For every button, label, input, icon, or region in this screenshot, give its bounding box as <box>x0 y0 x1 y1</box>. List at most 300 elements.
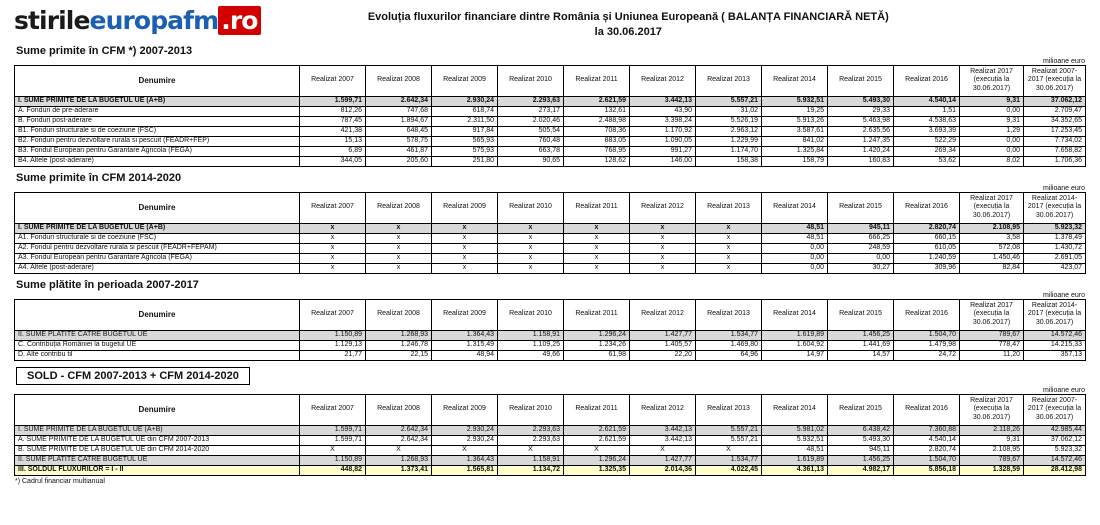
cell-value: 660,15 <box>894 233 960 243</box>
cell-value: 1.296,24 <box>564 455 630 465</box>
cell-value: x <box>696 233 762 243</box>
cell-value: 1.240,59 <box>894 253 960 263</box>
cell-value: X <box>696 445 762 455</box>
page-header <box>0 0 1100 40</box>
column-header: Realizat 2007 <box>300 65 366 96</box>
cell-value: x <box>498 243 564 253</box>
cell-value: 1.504,70 <box>894 330 960 340</box>
cell-value: x <box>696 253 762 263</box>
cell-value: x <box>630 233 696 243</box>
row-label: I. SUME PRIMITE DE LA BUGETUL UE (A+B) <box>15 96 300 106</box>
cell-value: 30,27 <box>828 263 894 273</box>
column-header: Realizat 2015 <box>828 299 894 330</box>
column-header: Realizat 2014 <box>762 299 828 330</box>
cell-value: 2.293,63 <box>498 425 564 435</box>
cell-value: 17.253,45 <box>1024 126 1086 136</box>
site-logo <box>14 6 261 33</box>
cell-value: 48,51 <box>762 233 828 243</box>
unit-label: milioane euro <box>1042 184 1085 192</box>
cell-value: 357,13 <box>1024 350 1086 360</box>
cell-value: 812,26 <box>300 106 366 116</box>
section-title: Sume primite în CFM 2014-2020 <box>16 171 182 184</box>
cell-value: x <box>366 233 432 243</box>
cell-value: x <box>498 263 564 273</box>
column-header: Realizat 2012 <box>630 192 696 223</box>
cell-value: x <box>300 233 366 243</box>
footnote: *) Cadrul financiar multianual <box>15 477 105 485</box>
cell-value: 663,78 <box>498 146 564 156</box>
cell-value: 610,05 <box>894 243 960 253</box>
cell-value: 841,02 <box>762 136 828 146</box>
cell-value: 423,07 <box>1024 263 1086 273</box>
cell-value: 9,31 <box>960 435 1024 445</box>
column-header: Realizat 2017 (execuția la 30.06.2017) <box>960 65 1024 96</box>
cell-value: 2.621,59 <box>564 425 630 435</box>
section-1 <box>0 172 1100 274</box>
cell-value: 8,02 <box>960 156 1024 166</box>
cell-value: 4.538,63 <box>894 116 960 126</box>
column-header: Realizat 2016 <box>894 65 960 96</box>
cell-value: x <box>564 253 630 263</box>
cell-value: 43,90 <box>630 106 696 116</box>
cell-value: 1.430,72 <box>1024 243 1086 253</box>
row-label: A3. Fondul European pentru Garantare Agricola (FEGA) <box>15 253 300 263</box>
column-header: Realizat 2010 <box>498 394 564 425</box>
cell-value: 2.020,46 <box>498 116 564 126</box>
column-header: Realizat 2007-2017 (execuția la 30.06.2017) <box>1024 65 1086 96</box>
cell-value: x <box>564 233 630 243</box>
table-row <box>15 146 1086 156</box>
column-header: Realizat 2011 <box>564 299 630 330</box>
cell-value: 3,58 <box>960 233 1024 243</box>
column-header: Realizat 2010 <box>498 299 564 330</box>
row-label: B3. Fondul European pentru Garantare Agricola (FEGA) <box>15 146 300 156</box>
row-label: A. Fonduri de pre-aderare <box>15 106 300 116</box>
column-header: Realizat 2016 <box>894 394 960 425</box>
cell-value: x <box>300 243 366 253</box>
cell-value: 5.923,32 <box>1024 223 1086 233</box>
cell-value: 1.405,57 <box>630 340 696 350</box>
cell-value: 747,68 <box>366 106 432 116</box>
cell-value: x <box>630 243 696 253</box>
cell-value: 2.820,74 <box>894 223 960 233</box>
cell-value: 1.325,35 <box>564 465 630 475</box>
cell-value: 648,45 <box>366 126 432 136</box>
cell-value: 1.373,41 <box>366 465 432 475</box>
cell-value: 883,05 <box>564 136 630 146</box>
cell-value: 49,66 <box>498 350 564 360</box>
column-header: Realizat 2013 <box>696 65 762 96</box>
cell-value: 5.932,51 <box>762 435 828 445</box>
cell-value: 248,59 <box>828 243 894 253</box>
cell-value: x <box>696 263 762 273</box>
cell-value: 0,00 <box>828 253 894 263</box>
cell-value: 917,84 <box>432 126 498 136</box>
cell-value: 2.108,95 <box>960 223 1024 233</box>
table-row <box>15 223 1086 233</box>
column-header: Realizat 2016 <box>894 299 960 330</box>
row-label: A. SUME PRIMITE DE LA BUGETUL UE din CFM 2007-2013 <box>15 435 300 445</box>
cell-value: x <box>300 253 366 263</box>
column-header: Realizat 2014 <box>762 394 828 425</box>
cell-value: 1.894,67 <box>366 116 432 126</box>
row-label: A2. Fondul pentru dezvoltare rurala si pescuit (FEADR+FEPAM) <box>15 243 300 253</box>
cell-value: 1.158,91 <box>498 455 564 465</box>
cell-value: 1.328,59 <box>960 465 1024 475</box>
unit-label: milioane euro <box>1042 57 1085 65</box>
cell-value: 31,02 <box>696 106 762 116</box>
section-3 <box>0 366 1100 476</box>
cell-value: 421,38 <box>300 126 366 136</box>
cell-value: 3.587,61 <box>762 126 828 136</box>
cell-value: X <box>366 445 432 455</box>
cell-value: 61,98 <box>564 350 630 360</box>
cell-value: 1.296,24 <box>564 330 630 340</box>
cell-value: 4.361,13 <box>762 465 828 475</box>
cell-value: 1.599,71 <box>300 425 366 435</box>
column-header: Realizat 2008 <box>366 299 432 330</box>
cell-value: 2.311,50 <box>432 116 498 126</box>
column-header: Realizat 2010 <box>498 65 564 96</box>
cell-value: 90,65 <box>498 156 564 166</box>
cell-value: 0,00 <box>762 243 828 253</box>
table-row <box>15 233 1086 243</box>
cell-value: 1.174,70 <box>696 146 762 156</box>
cell-value: 1.456,25 <box>828 330 894 340</box>
cell-value: x <box>498 253 564 263</box>
cell-value: 1.268,93 <box>366 455 432 465</box>
column-header: Realizat 2007-2017 (execuția la 30.06.2017) <box>1024 394 1086 425</box>
cell-value: 0,00 <box>960 146 1024 156</box>
table-row <box>15 350 1086 360</box>
cell-value: 2.930,24 <box>432 425 498 435</box>
cell-value: 37.062,12 <box>1024 96 1086 106</box>
table-row <box>15 156 1086 166</box>
cell-value: 2.621,59 <box>564 435 630 445</box>
cell-value: 1.599,71 <box>300 96 366 106</box>
cell-value: 6.438,42 <box>828 425 894 435</box>
cell-value: 132,61 <box>564 106 630 116</box>
cell-value: 5.981,02 <box>762 425 828 435</box>
section-2 <box>0 279 1100 361</box>
cell-value: 1.364,43 <box>432 455 498 465</box>
cell-value: 64,96 <box>696 350 762 360</box>
column-header: Realizat 2007 <box>300 192 366 223</box>
cell-value: 1.129,13 <box>300 340 366 350</box>
cell-value: 1.150,89 <box>300 330 366 340</box>
cell-value: 5.557,21 <box>696 425 762 435</box>
cell-value: x <box>366 243 432 253</box>
cell-value: 1.456,25 <box>828 455 894 465</box>
column-header: Realizat 2015 <box>828 65 894 96</box>
table-row <box>15 243 1086 253</box>
row-label: B4. Altele (post-aderare) <box>15 156 300 166</box>
cell-value: 146,00 <box>630 156 696 166</box>
column-header: Realizat 2008 <box>366 394 432 425</box>
cell-value: 1.450,46 <box>960 253 1024 263</box>
page-title <box>261 6 1086 40</box>
cell-value: 11,20 <box>960 350 1024 360</box>
row-label: B. Fonduri post-aderare <box>15 116 300 126</box>
table-row <box>15 136 1086 146</box>
table-row <box>15 425 1086 435</box>
cell-value: 2.642,34 <box>366 96 432 106</box>
cell-value: 42.985,44 <box>1024 425 1086 435</box>
cell-value: 0,00 <box>960 136 1024 146</box>
cell-value: 160,83 <box>828 156 894 166</box>
cell-value: 9,31 <box>960 116 1024 126</box>
row-label: III. SOLDUL FLUXURILOR = I - II <box>15 465 300 475</box>
cell-value: 9,31 <box>960 96 1024 106</box>
row-label: II. SUME PLATITE CATRE BUGETUL UE <box>15 455 300 465</box>
cell-value: 2.963,12 <box>696 126 762 136</box>
cell-value: 273,17 <box>498 106 564 116</box>
cell-value: 14.572,46 <box>1024 455 1086 465</box>
cell-value: 945,11 <box>828 223 894 233</box>
data-table <box>14 394 1086 476</box>
column-header: Realizat 2016 <box>894 192 960 223</box>
cell-value: 5.493,30 <box>828 96 894 106</box>
cell-value: 461,87 <box>366 146 432 156</box>
column-header: Realizat 2013 <box>696 394 762 425</box>
column-header: Realizat 2015 <box>828 192 894 223</box>
cell-value: 7.658,82 <box>1024 146 1086 156</box>
cell-value: 1.170,92 <box>630 126 696 136</box>
logo-part-1: stirile <box>14 6 90 35</box>
cell-value: 945,11 <box>828 445 894 455</box>
cell-value: x <box>300 263 366 273</box>
cell-value: 578,75 <box>366 136 432 146</box>
cell-value: 2.293,63 <box>498 96 564 106</box>
cell-value: 1.604,92 <box>762 340 828 350</box>
cell-value: 309,96 <box>894 263 960 273</box>
column-header: Realizat 2012 <box>630 299 696 330</box>
cell-value: 2.635,56 <box>828 126 894 136</box>
cell-value: 1,29 <box>960 126 1024 136</box>
row-label: B. SUME PRIMITE DE LA BUGETUL UE din CFM 2014-2020 <box>15 445 300 455</box>
cell-value: 1.619,89 <box>762 455 828 465</box>
cell-value: 565,93 <box>432 136 498 146</box>
table-row <box>15 253 1086 263</box>
row-label: A4. Altele (post-aderare) <box>15 263 300 273</box>
table-row <box>15 126 1086 136</box>
cell-value: 158,38 <box>696 156 762 166</box>
column-header: Realizat 2014-2017 (execuția la 30.06.2017) <box>1024 192 1086 223</box>
cell-value: 205,60 <box>366 156 432 166</box>
cell-value: 1.378,49 <box>1024 233 1086 243</box>
cell-value: 2.014,36 <box>630 465 696 475</box>
cell-value: 505,54 <box>498 126 564 136</box>
table-row <box>15 445 1086 455</box>
column-header: Realizat 2017 (execuția la 30.06.2017) <box>960 394 1024 425</box>
cell-value: 2.488,98 <box>564 116 630 126</box>
cell-value: 5.923,32 <box>1024 445 1086 455</box>
cell-value: 778,47 <box>960 340 1024 350</box>
cell-value: x <box>432 233 498 243</box>
cell-value: 28.412,98 <box>1024 465 1086 475</box>
cell-value: 5.913,26 <box>762 116 828 126</box>
cell-value: 5.493,30 <box>828 435 894 445</box>
table-row <box>15 455 1086 465</box>
data-table <box>14 65 1086 167</box>
cell-value: 1.315,49 <box>432 340 498 350</box>
cell-value: x <box>432 253 498 263</box>
cell-value: 3.442,13 <box>630 96 696 106</box>
cell-value: 1.599,71 <box>300 435 366 445</box>
cell-value: 21,77 <box>300 350 366 360</box>
cell-value: 1.109,25 <box>498 340 564 350</box>
cell-value: 48,51 <box>762 223 828 233</box>
column-header: Realizat 2009 <box>432 65 498 96</box>
column-header: Realizat 2014 <box>762 65 828 96</box>
cell-value: 4.540,14 <box>894 96 960 106</box>
cell-value: 2.820,74 <box>894 445 960 455</box>
cell-value: 22,20 <box>630 350 696 360</box>
cell-value: x <box>630 263 696 273</box>
column-header: Realizat 2012 <box>630 65 696 96</box>
row-label: A1. Fonduri structurale si de coeziune (FSC) <box>15 233 300 243</box>
section-title: SOLD - CFM 2007-2013 + CFM 2014-2020 <box>16 367 250 385</box>
cell-value: 708,36 <box>564 126 630 136</box>
cell-value: 48,94 <box>432 350 498 360</box>
cell-value: 2.293,63 <box>498 435 564 445</box>
cell-value: 2.621,59 <box>564 96 630 106</box>
cell-value: 1.420,24 <box>828 146 894 156</box>
cell-value: 14,57 <box>828 350 894 360</box>
table-row <box>15 340 1086 350</box>
column-header: Realizat 2008 <box>366 192 432 223</box>
cell-value: 4.982,17 <box>828 465 894 475</box>
table-row <box>15 435 1086 445</box>
cell-value: x <box>432 223 498 233</box>
cell-value: 2.642,34 <box>366 425 432 435</box>
cell-value: X <box>630 445 696 455</box>
table-row <box>15 106 1086 116</box>
cell-value: 344,05 <box>300 156 366 166</box>
cell-value: 0,00 <box>762 253 828 263</box>
unit-label: milioane euro <box>1042 386 1085 394</box>
table-row <box>15 465 1086 475</box>
cell-value: 2.691,05 <box>1024 253 1086 263</box>
cell-value: 1.534,77 <box>696 330 762 340</box>
cell-value: 22,15 <box>366 350 432 360</box>
cell-value: x <box>366 253 432 263</box>
section-title: Sume primite în CFM *) 2007-2013 <box>16 44 193 57</box>
cell-value: 82,84 <box>960 263 1024 273</box>
cell-value: 19,25 <box>762 106 828 116</box>
logo-part-2: europafm <box>89 6 219 35</box>
cell-value: 3.693,39 <box>894 126 960 136</box>
cell-value: x <box>564 263 630 273</box>
cell-value: 1.247,35 <box>828 136 894 146</box>
cell-value: 5.557,21 <box>696 96 762 106</box>
cell-value: 7.360,88 <box>894 425 960 435</box>
cell-value: 522,29 <box>894 136 960 146</box>
data-table <box>14 192 1086 274</box>
title-line-1: Evoluția fluxurilor financiare dintre România și Uniunea Europeană ( BALANȚA FINANCIARĂ NETĂ) <box>367 11 889 23</box>
cell-value: 1.469,80 <box>696 340 762 350</box>
cell-value: 5.557,21 <box>696 435 762 445</box>
cell-value: 158,79 <box>762 156 828 166</box>
cell-value: 29,33 <box>828 106 894 116</box>
cell-value: x <box>300 223 366 233</box>
cell-value: 5.463,98 <box>828 116 894 126</box>
row-label: B1. Fonduri structurale si de coeziune (FSC) <box>15 126 300 136</box>
cell-value: 1.158,91 <box>498 330 564 340</box>
row-label: I. SUME PRIMITE DE LA BUGETUL UE (A+B) <box>15 223 300 233</box>
cell-value: 269,34 <box>894 146 960 156</box>
row-label: II. SUME PLATITE CATRE BUGETUL UE <box>15 330 300 340</box>
cell-value: 14.572,46 <box>1024 330 1086 340</box>
cell-value: 1.706,36 <box>1024 156 1086 166</box>
cell-value: 251,80 <box>432 156 498 166</box>
column-header: Realizat 2017 (execuția la 30.06.2017) <box>960 299 1024 330</box>
cell-value: 1.268,93 <box>366 330 432 340</box>
column-header: Realizat 2014 <box>762 192 828 223</box>
cell-value: 37.062,12 <box>1024 435 1086 445</box>
cell-value: 53,62 <box>894 156 960 166</box>
cell-value: x <box>696 223 762 233</box>
cell-value: 991,27 <box>630 146 696 156</box>
cell-value: 1.325,84 <box>762 146 828 156</box>
cell-value: 618,74 <box>432 106 498 116</box>
cell-value: 1.479,98 <box>894 340 960 350</box>
cell-value: 789,67 <box>960 455 1024 465</box>
column-header-denumire: Denumire <box>15 192 300 223</box>
cell-value: 1.427,77 <box>630 330 696 340</box>
column-header: Realizat 2011 <box>564 65 630 96</box>
row-label: B2. Fonduri pentru dezvoltare rurala si pescuit (FEADR+FEP) <box>15 136 300 146</box>
row-label: C. Contribuția României la bugetul UE <box>15 340 300 350</box>
cell-value: x <box>696 243 762 253</box>
column-header: Realizat 2008 <box>366 65 432 96</box>
cell-value: x <box>630 253 696 263</box>
cell-value: 34.352,65 <box>1024 116 1086 126</box>
cell-value: 2.118,26 <box>960 425 1024 435</box>
cell-value: x <box>366 223 432 233</box>
cell-value: 2.930,24 <box>432 435 498 445</box>
column-header: Realizat 2009 <box>432 192 498 223</box>
cell-value: x <box>498 223 564 233</box>
cell-value: x <box>564 243 630 253</box>
cell-value: 2.642,34 <box>366 435 432 445</box>
cell-value: 1.229,99 <box>696 136 762 146</box>
cell-value: x <box>432 243 498 253</box>
column-header: Realizat 2007 <box>300 394 366 425</box>
cell-value: 1.534,77 <box>696 455 762 465</box>
cell-value: 14,97 <box>762 350 828 360</box>
cell-value: 2.930,24 <box>432 96 498 106</box>
cell-value: 14.215,33 <box>1024 340 1086 350</box>
cell-value: 3.398,24 <box>630 116 696 126</box>
cell-value: 789,67 <box>960 330 1024 340</box>
data-table <box>14 299 1086 361</box>
cell-value: 15,13 <box>300 136 366 146</box>
column-header: Realizat 2009 <box>432 394 498 425</box>
column-header: Realizat 2015 <box>828 394 894 425</box>
cell-value: x <box>564 223 630 233</box>
row-label: D. Alte contribu til <box>15 350 300 360</box>
cell-value: 5.932,51 <box>762 96 828 106</box>
column-header: Realizat 2013 <box>696 299 762 330</box>
column-header: Realizat 2011 <box>564 192 630 223</box>
cell-value: 2.108,95 <box>960 445 1024 455</box>
cell-value: 1.441,69 <box>828 340 894 350</box>
cell-value: x <box>366 263 432 273</box>
cell-value: 0,00 <box>960 106 1024 116</box>
row-label: I. SUME PRIMITE DE LA BUGETUL UE (A+B) <box>15 425 300 435</box>
column-header-denumire: Denumire <box>15 299 300 330</box>
